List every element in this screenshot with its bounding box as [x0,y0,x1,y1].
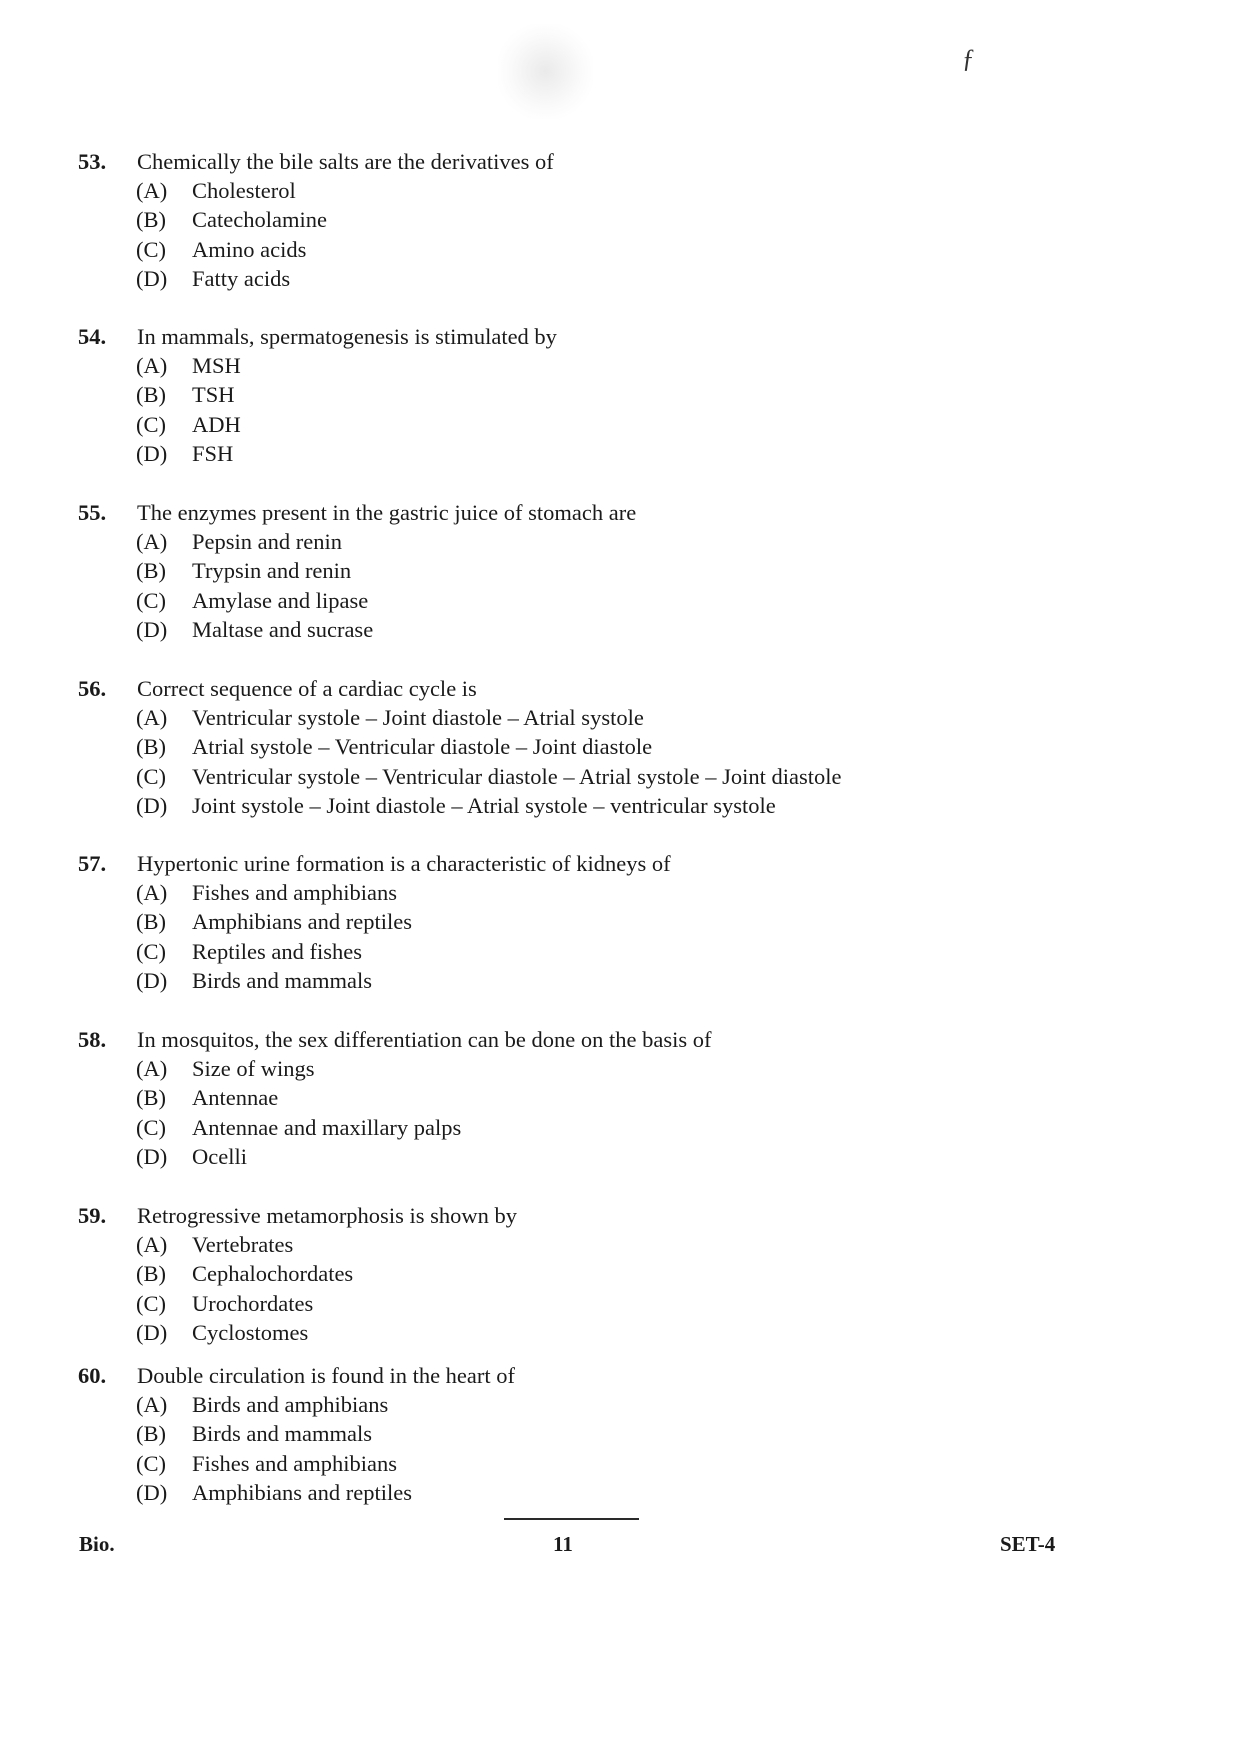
option-text: Antennae and maxillary palps [192,1114,462,1140]
question-number: 55. [78,500,107,525]
option-text: Amphibians and reptiles [192,909,412,935]
option-c [78,1113,1078,1142]
option-letter: (C) [136,1114,166,1140]
question-text: Hypertonic urine formation is a characteristic of kidneys of [137,851,671,876]
option-b [78,556,1078,585]
option-c [78,1449,1078,1478]
option-b [78,1259,1078,1288]
option-c [78,586,1078,615]
option-a [78,878,1078,907]
option-text: Birds and mammals [192,1421,372,1447]
option-letter: (D) [136,1319,168,1345]
question-60 [78,1361,1078,1507]
scan-smudge [498,24,593,119]
option-text: Joint systole – Joint diastole – Atrial systole – ventricular systole [192,792,776,818]
option-text: MSH [192,353,241,378]
option-d [78,791,1078,820]
option-text: Amino acids [192,236,307,262]
option-letter: (D) [136,265,168,291]
question-stem [78,1201,1078,1230]
option-letter: (A) [136,1232,168,1257]
option-b [78,732,1078,761]
option-text: Size of wings [192,1056,315,1081]
question-number: 59. [78,1203,107,1228]
option-letter: (A) [136,1392,168,1417]
option-letter: (B) [136,909,166,935]
question-stem [78,674,1078,703]
question-text: Double circulation is found in the heart of [137,1363,516,1388]
option-text: Urochordates [192,1290,314,1316]
option-text: Birds and mammals [192,967,372,993]
option-letter: (C) [136,587,166,613]
option-text: Fishes and amphibians [192,1450,397,1476]
option-letter: (A) [136,178,168,203]
option-c [78,1289,1078,1318]
option-a [78,1390,1078,1419]
option-letter: (D) [136,967,168,993]
question-53 [78,147,1078,293]
option-a [78,527,1078,556]
option-d [78,264,1078,293]
footer-subject: Bio. [79,1532,115,1556]
option-letter: (D) [136,792,168,818]
scan-mark: ƒ [962,44,975,73]
option-letter: (D) [136,1479,168,1505]
option-d [78,1318,1078,1347]
option-text: Fatty acids [192,265,291,291]
option-letter: (B) [136,1421,166,1447]
option-text: TSH [192,382,235,408]
question-number: 60. [78,1363,107,1388]
option-letter: (B) [136,1261,166,1287]
option-d [78,966,1078,995]
question-stem [78,147,1078,176]
option-text: Cyclostomes [192,1319,309,1345]
option-text: Amphibians and reptiles [192,1479,412,1505]
option-letter: (D) [136,616,168,642]
option-b [78,907,1078,936]
option-letter: (D) [136,440,168,466]
question-stem [78,498,1078,527]
option-a [78,1054,1078,1083]
set-code: SET-4 [1000,1532,1056,1556]
footer-divider [504,1518,639,1520]
option-text: Maltase and sucrase [192,616,374,642]
option-letter: (B) [136,558,166,584]
question-56 [78,674,1078,820]
option-text: Ventricular systole – Ventricular diastole – Atrial systole – Joint diastole [192,763,842,789]
question-number: 57. [78,851,107,876]
option-b [78,380,1078,409]
option-text: Birds and amphibians [192,1392,389,1417]
question-number: 54. [78,324,107,349]
option-letter: (D) [136,1143,168,1169]
option-d [78,1478,1078,1507]
option-d [78,615,1078,644]
question-number: 56. [78,676,107,701]
question-text: Chemically the bile salts are the derivatives of [137,149,554,174]
question-text: Retrogressive metamorphosis is shown by [137,1203,517,1228]
question-stem [78,1025,1078,1054]
option-text: Cholesterol [192,178,296,203]
option-a [78,351,1078,380]
option-letter: (A) [136,880,168,905]
option-text: Catecholamine [192,207,327,233]
option-text: Atrial systole – Ventricular diastole – Joint diastole [192,734,653,760]
option-letter: (A) [136,353,168,378]
option-text: Fishes and amphibians [192,880,397,905]
page-number: 11 [553,1532,573,1556]
question-57 [78,849,1078,995]
question-stem [78,849,1078,878]
option-d [78,439,1078,468]
question-58 [78,1025,1078,1171]
option-text: Vertebrates [192,1232,294,1257]
question-text: Correct sequence of a cardiac cycle is [137,676,477,701]
question-number: 58. [78,1027,107,1052]
option-text: Cephalochordates [192,1261,354,1287]
question-59 [78,1201,1078,1347]
option-letter: (C) [136,763,166,789]
option-text: Trypsin and renin [192,558,352,584]
option-letter: (C) [136,1450,166,1476]
option-b [78,1419,1078,1448]
question-54 [78,322,1078,468]
option-text: ADH [192,411,241,437]
option-letter: (B) [136,1085,166,1111]
option-text: Pepsin and renin [192,529,342,554]
option-b [78,1083,1078,1112]
option-b [78,205,1078,234]
option-a [78,703,1078,732]
option-letter: (B) [136,207,166,233]
question-text: In mosquitos, the sex differentiation can be done on the basis of [137,1027,712,1052]
option-letter: (A) [136,705,168,730]
option-text: Amylase and lipase [192,587,369,613]
option-text: FSH [192,440,234,466]
question-text: The enzymes present in the gastric juice of stomach are [137,500,637,525]
question-text: In mammals, spermatogenesis is stimulated by [137,324,557,349]
option-letter: (C) [136,236,166,262]
option-letter: (C) [136,411,166,437]
question-stem [78,1361,1078,1390]
question-55 [78,498,1078,644]
option-letter: (C) [136,1290,166,1316]
option-c [78,235,1078,264]
option-letter: (B) [136,382,166,408]
question-number: 53. [78,149,107,174]
option-c [78,937,1078,966]
option-letter: (A) [136,1056,168,1081]
option-letter: (B) [136,734,166,760]
option-d [78,1142,1078,1171]
option-c [78,410,1078,439]
option-c [78,762,1078,791]
question-stem [78,322,1078,351]
option-text: Antennae [192,1085,279,1111]
option-text: Ventricular systole – Joint diastole – Atrial systole [192,705,644,730]
option-a [78,1230,1078,1259]
option-letter: (A) [136,529,168,554]
option-text: Ocelli [192,1143,247,1169]
option-text: Reptiles and fishes [192,938,362,964]
option-a [78,176,1078,205]
option-letter: (C) [136,938,166,964]
